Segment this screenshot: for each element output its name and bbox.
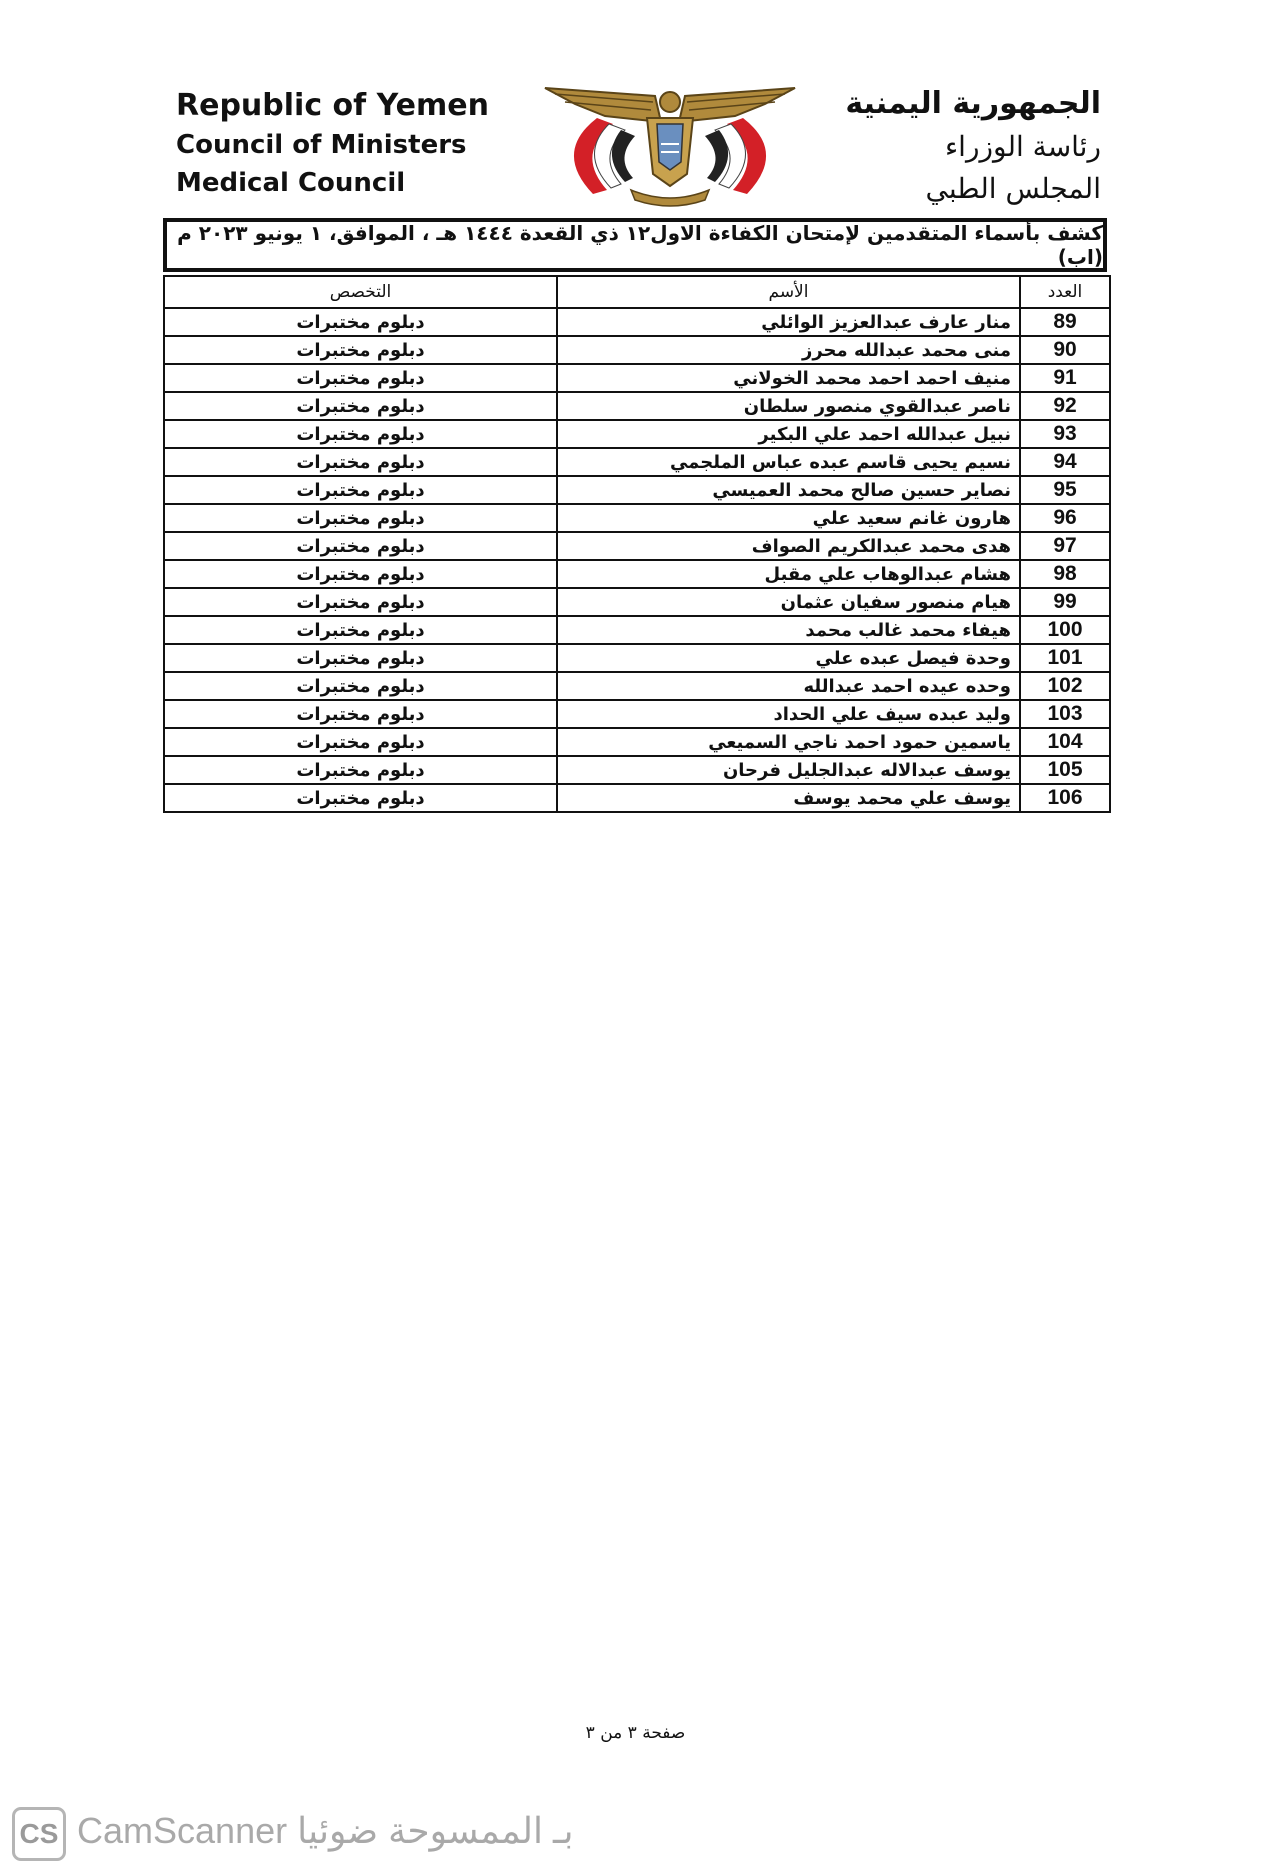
row-number: 94	[1020, 448, 1110, 476]
row-name: هدى محمد عبدالكريم الصواف	[557, 532, 1020, 560]
row-number: 102	[1020, 672, 1110, 700]
table-row	[164, 364, 1110, 392]
row-number: 97	[1020, 532, 1110, 560]
row-number: 103	[1020, 700, 1110, 728]
row-specialty: دبلوم مختبرات	[164, 532, 557, 560]
row-name: ناصر عبدالقوي منصور سلطان	[557, 392, 1020, 420]
row-specialty: دبلوم مختبرات	[164, 728, 557, 756]
row-specialty: دبلوم مختبرات	[164, 672, 557, 700]
row-specialty: دبلوم مختبرات	[164, 616, 557, 644]
row-number: 105	[1020, 756, 1110, 784]
row-number: 90	[1020, 336, 1110, 364]
table-row	[164, 756, 1110, 784]
row-specialty: دبلوم مختبرات	[164, 588, 557, 616]
table-row	[164, 336, 1110, 364]
applicants-table	[163, 275, 1111, 813]
row-specialty: دبلوم مختبرات	[164, 784, 557, 812]
table-row	[164, 392, 1110, 420]
row-specialty: دبلوم مختبرات	[164, 700, 557, 728]
table-row	[164, 532, 1110, 560]
row-specialty: دبلوم مختبرات	[164, 644, 557, 672]
row-number: 98	[1020, 560, 1110, 588]
header-en-country: Republic of Yemen	[176, 88, 489, 123]
table-row	[164, 448, 1110, 476]
row-name: منى محمد عبدالله محرز	[557, 336, 1020, 364]
row-name: منار عارف عبدالعزيز الوائلي	[557, 308, 1020, 336]
row-name: هيام منصور سفيان عثمان	[557, 588, 1020, 616]
row-number: 100	[1020, 616, 1110, 644]
row-specialty: دبلوم مختبرات	[164, 392, 557, 420]
table-row	[164, 504, 1110, 532]
header-arabic	[741, 82, 1101, 210]
row-name: هيفاء محمد غالب محمد	[557, 616, 1020, 644]
header-english	[176, 86, 536, 202]
column-header-number: العدد	[1020, 276, 1110, 308]
camscanner-logo-icon: CS	[12, 1807, 66, 1861]
row-name: ياسمين حمود احمد ناجي السميعي	[557, 728, 1020, 756]
row-number: 104	[1020, 728, 1110, 756]
row-name: منيف احمد احمد محمد الخولاني	[557, 364, 1020, 392]
row-specialty: دبلوم مختبرات	[164, 308, 557, 336]
row-name: نبيل عبدالله احمد علي البكير	[557, 420, 1020, 448]
row-specialty: دبلوم مختبرات	[164, 756, 557, 784]
table-row	[164, 476, 1110, 504]
header-ar-council: رئاسة الوزراء	[945, 130, 1101, 163]
row-specialty: دبلوم مختبرات	[164, 364, 557, 392]
column-header-name: الأسم	[557, 276, 1020, 308]
row-specialty: دبلوم مختبرات	[164, 504, 557, 532]
row-number: 96	[1020, 504, 1110, 532]
row-specialty: دبلوم مختبرات	[164, 420, 557, 448]
row-name: وحدة فيصل عبده علي	[557, 644, 1020, 672]
column-header-specialty: التخصص	[164, 276, 557, 308]
header-en-medical: Medical Council	[176, 168, 406, 198]
table-row	[164, 560, 1110, 588]
row-name: هشام عبدالوهاب علي مقبل	[557, 560, 1020, 588]
table-row	[164, 616, 1110, 644]
table-row	[164, 784, 1110, 812]
table-row	[164, 700, 1110, 728]
row-number: 93	[1020, 420, 1110, 448]
row-specialty: دبلوم مختبرات	[164, 560, 557, 588]
table-row	[164, 420, 1110, 448]
table-row	[164, 644, 1110, 672]
header-en-council: Council of Ministers	[176, 130, 467, 160]
row-number: 101	[1020, 644, 1110, 672]
header-ar-country: الجمهورية اليمنية	[845, 86, 1101, 121]
table-row	[164, 728, 1110, 756]
page-number: صفحة ٣ من ٣	[585, 1723, 686, 1743]
row-name: يوسف علي محمد يوسف	[557, 784, 1020, 812]
table-row	[164, 588, 1110, 616]
row-specialty: دبلوم مختبرات	[164, 336, 557, 364]
row-number: 95	[1020, 476, 1110, 504]
row-name: يوسف عبدالاله عبدالجليل فرحان	[557, 756, 1020, 784]
header-ar-medical: المجلس الطبي	[925, 172, 1101, 205]
row-number: 106	[1020, 784, 1110, 812]
camscanner-watermark: CamScanner بـ الممسوحة ضوئيا	[77, 1810, 574, 1851]
row-specialty: دبلوم مختبرات	[164, 476, 557, 504]
row-name: وليد عبده سيف علي الحداد	[557, 700, 1020, 728]
table-row	[164, 308, 1110, 336]
row-name: نسيم يحيى قاسم عبده عباس الملجمي	[557, 448, 1020, 476]
row-number: 89	[1020, 308, 1110, 336]
row-name: نصاير حسين صالح محمد العميسي	[557, 476, 1020, 504]
row-specialty: دبلوم مختبرات	[164, 448, 557, 476]
row-number: 99	[1020, 588, 1110, 616]
row-name: هارون غانم سعيد علي	[557, 504, 1020, 532]
row-name: وحده عيده احمد عبدالله	[557, 672, 1020, 700]
row-number: 91	[1020, 364, 1110, 392]
document-title: كشف بأسماء المتقدمين لإمتحان الكفاءة الاول١٢ ذي القعدة ١٤٤٤ هـ ، الموافق، ١ يونيو ٢٠٢٣ م (اب)	[163, 218, 1107, 272]
table-body	[164, 308, 1110, 812]
row-number: 92	[1020, 392, 1110, 420]
table-row	[164, 672, 1110, 700]
table-header-row	[164, 276, 1110, 308]
